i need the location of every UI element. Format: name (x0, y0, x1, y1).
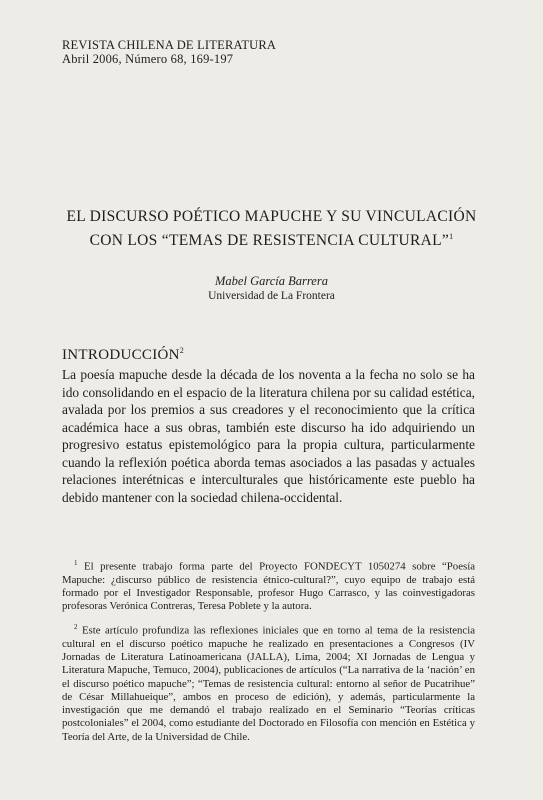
footnote (62, 557, 475, 614)
title-line-2-text: CON LOS “TEMAS DE RESISTENCIA CULTURAL” (89, 232, 450, 250)
footnote-mark: 1 (74, 559, 78, 567)
footnote-mark: 2 (74, 622, 78, 631)
title-footnote-mark: 1 (449, 232, 454, 241)
issue-info: Abril 2006, Número 68, 169-197 (62, 52, 234, 66)
heading-footnote-mark: 2 (179, 346, 185, 355)
section-heading (62, 342, 184, 364)
author-name: Mabel García Barrera (215, 274, 328, 288)
article-title (40, 207, 503, 251)
title-line-1: EL DISCURSO POÉTICO MAPUCHE Y SU VINCULACIÓN (66, 208, 477, 225)
footnotes (62, 557, 475, 751)
footnote (62, 621, 475, 744)
footnote-text: El presente trabajo forma parte del Proyecto FONDECYT 1050274 sobre “Poesía Mapuche: ¿discurso público de resistencia étnico-cultural?”, cuyo equipo de trabajo está formado por el Investigador Responsable, profesor Hugo Carrasco, y las coinvestigadoras profesoras Verónica Contreras, Teresa Poblete y la autora. (62, 560, 475, 613)
running-header (62, 38, 276, 66)
title-line-2 (40, 227, 503, 251)
author-affiliation: Universidad de La Frontera (208, 290, 335, 302)
section-heading-text: INTRODUCCIÓN (62, 347, 180, 363)
journal-name: REVISTA CHILENA DE LITERATURA (62, 38, 277, 52)
body-paragraph: La poesía mapuche desde la década de los noventa a la fecha no solo se ha ido consolidando en el espacio de la literatura chilena por su calidad estética, avalada por los premios a sus creadores y el reconocimiento que la crítica académica hace a sus obras, también este discurso ha ido adquiriendo un progresivo estatus epistemológico para la propia cultura, particularmente cuando la reflexión poética aborda temas asociados a las pasadas y actuales relaciones interétnicas e interculturales que históricamente este pueblo ha debido mantener con la sociedad chilena-occidental. (62, 367, 475, 505)
footnote-text: Este artículo profundiza las reflexiones iniciales que en torno al tema de la resistencia cultural en el discurso poético mapuche he realizado en presentaciones a Congresos (IV Jornadas de Literatura Latinoamericana (JALLA), Lima, 2004; XI Jornadas de Lengua y Literatura Mapuche, Temuco, 2004), publicaciones de artículos (“La narrativa de la ‘nación’ en el discurso poético mapuche”; “Temas de resistencia cultural: entorno al señor de Pucatrihue” de César Millahueique”, ambos en proceso de edición), y además, particularmente la investigación que me demandó el trabajo realizado en el Seminario “Teorías críticas postcoloniales” el 2004, como estudiante del Doctorado en Filosofía con mención en Estética y Teoría del Arte, de la Universidad de Chile. (62, 624, 475, 743)
